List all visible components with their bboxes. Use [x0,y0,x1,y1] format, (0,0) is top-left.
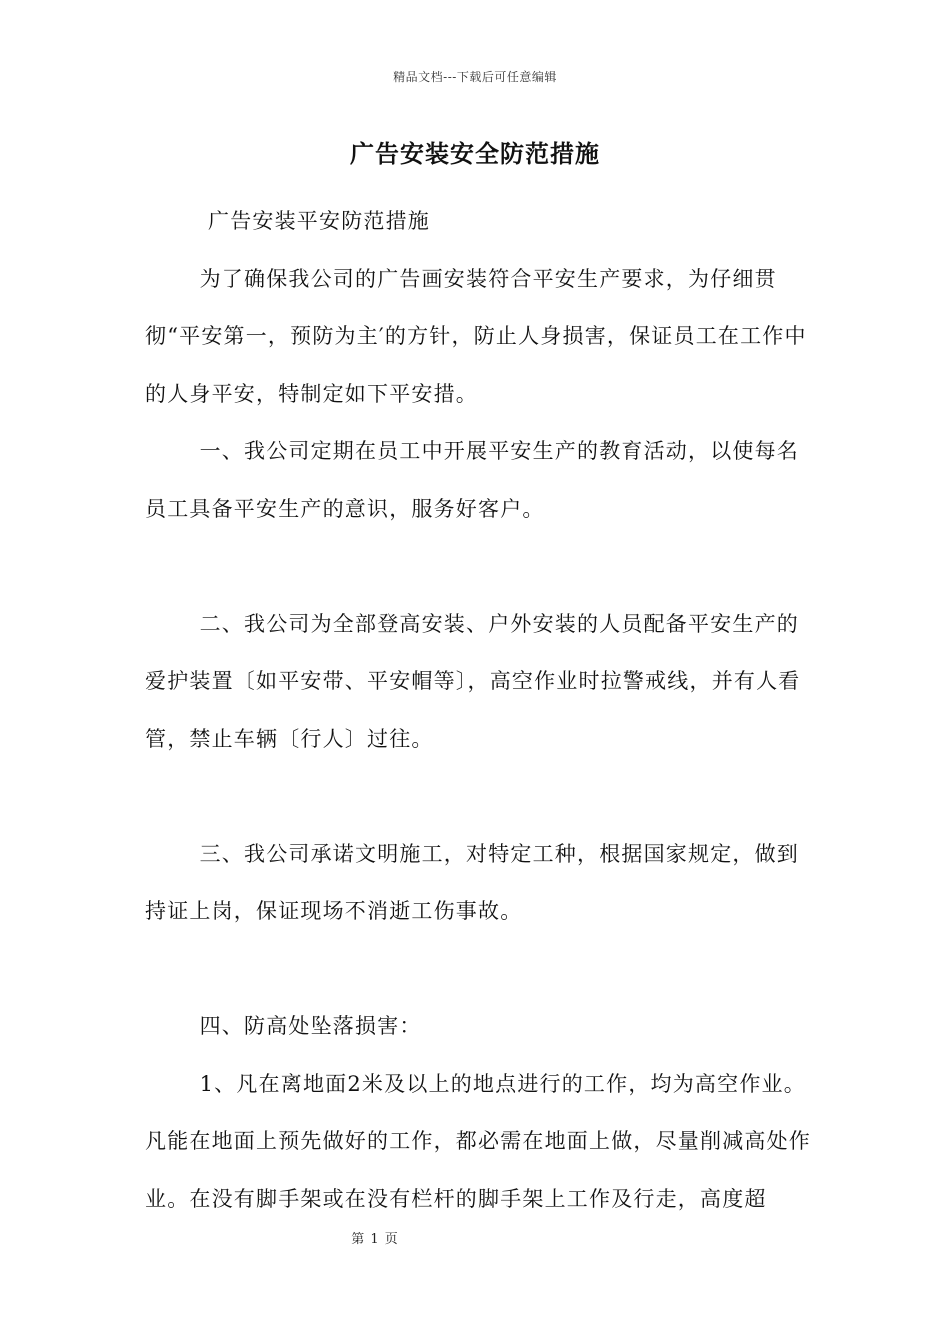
page-number: 第 1 页 [351,1232,399,1247]
paragraph-item-4-heading: 四、防高处坠落损害： [199,1014,422,1038]
document-title: 广告安装安全防范措施 [350,139,600,168]
paragraph-intro: 为了确保我公司的广告画安装符合平安生产要求，为仔细贯彻“平安第一，预防为主′的方针，防止人身损害，保证员工在工作中的人身平安，特制定如下平安措。 [145,266,807,406]
paragraph-item-2: 二、我公司为全部登高安装、户外安装的人员配备平安生产的爱护装置〔如平安带、平安帽等〕，高空作业时拉警戒线，并有人看管，禁止车辆〔行人〕过往。 [145,611,801,751]
paragraph-gap [145,538,815,596]
paragraph-item-1: 一、我公司定期在员工中开展平安生产的教育活动，以使每名员工具备平安生产的意识，服务好客户。 [145,439,799,521]
paragraph-item-4-1: 1、凡在离地面2米及以上的地点进行的工作，均为高空作业。凡能在地面上预先做好的工作，都必需在地面上做，尽量削减高处作业。在没有脚手架或在没有栏杆的脚手架上工作及行走，高度超 [145,1071,811,1211]
paragraph-gap [145,941,815,999]
document-subtitle: 广告安装平安防范措施 [208,209,430,233]
document-body [145,193,815,1228]
paragraph-item-3: 三、我公司承诺文明施工，对特定工种，根据国家规定，做到持证上岗，保证现场不消逝工伤事故。 [145,841,799,923]
paragraph-gap [145,768,815,826]
header-note: 精品文档---下载后可任意编辑 [393,70,557,84]
